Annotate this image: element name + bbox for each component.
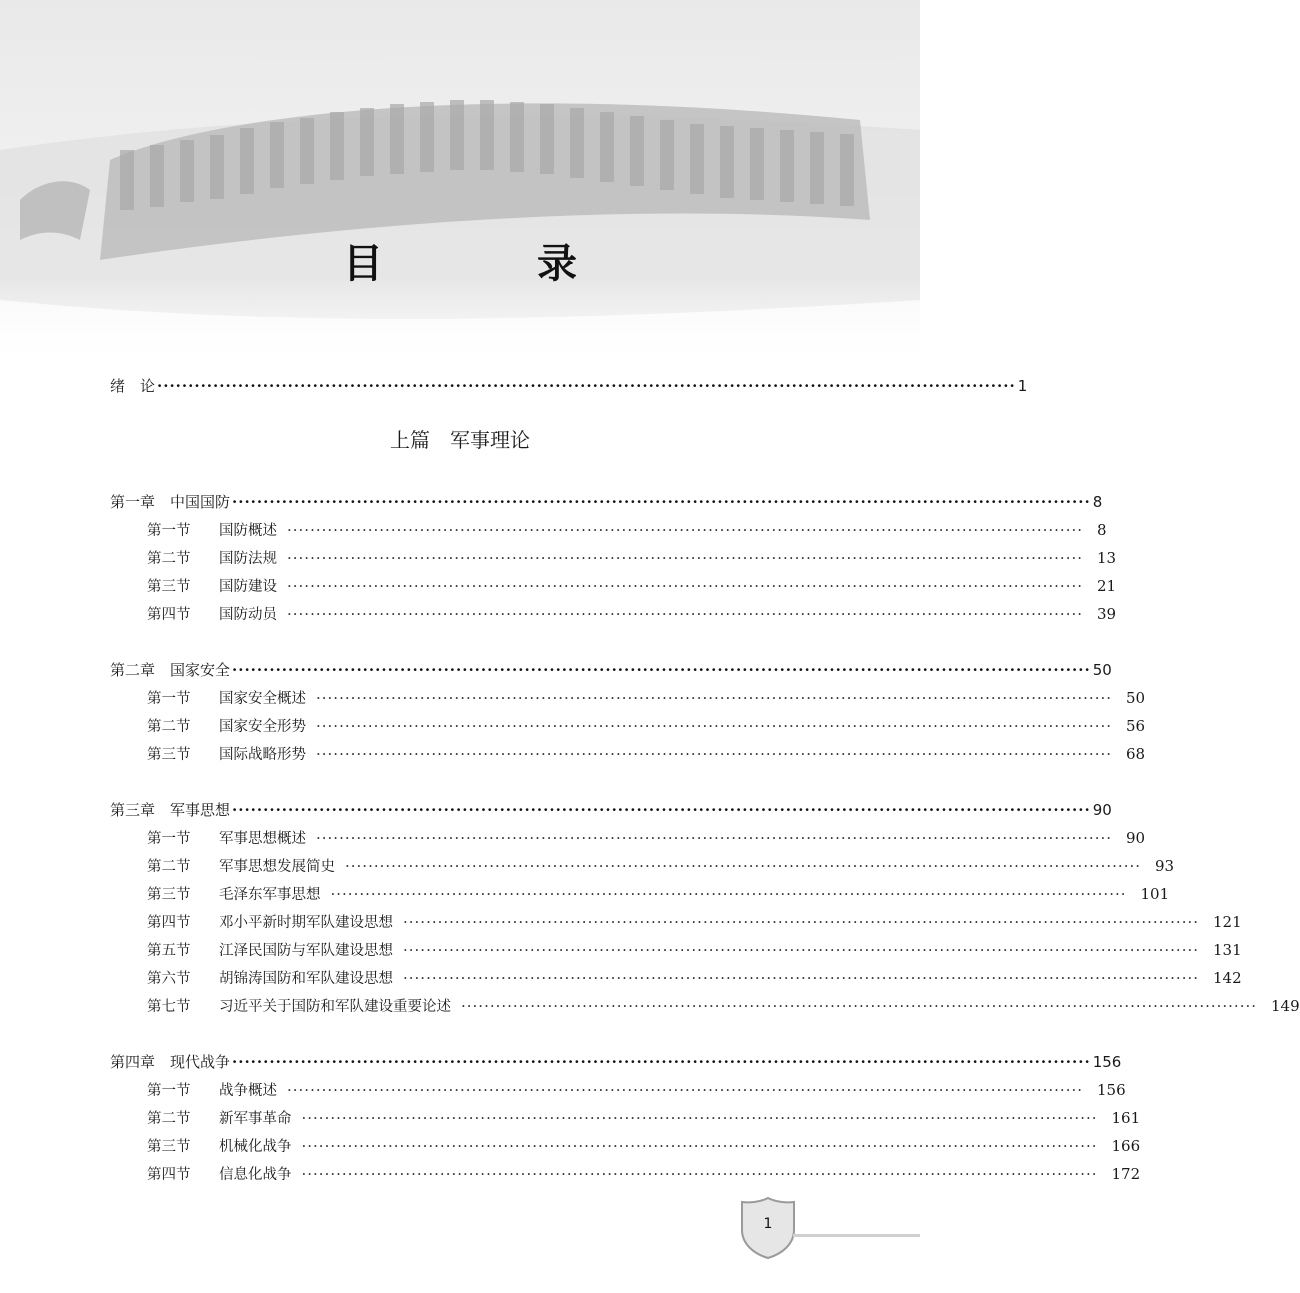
toc-page-number: 101 — [1140, 885, 1170, 903]
toc-section-title: 军事思想概述 — [219, 831, 306, 847]
toc-section-entry[interactable] — [110, 992, 1300, 1020]
dot-leader: ·········································································································································· — [316, 689, 1112, 707]
toc-page-number: 172 — [1111, 1165, 1141, 1183]
toc-page-number: 131 — [1213, 941, 1242, 959]
dot-leader: ·········································································································································· — [316, 745, 1112, 763]
toc-section-title: 军事思想发展简史 — [219, 859, 335, 875]
toc-chapter-label: 第四章 现代战争 — [110, 1053, 231, 1071]
toc-page-number: 13 — [1097, 549, 1117, 567]
toc-section-label — [147, 1161, 292, 1189]
toc-chapter-entry[interactable] — [110, 488, 1103, 516]
toc-section-label — [147, 1105, 292, 1133]
toc-section-title: 信息化战争 — [219, 1167, 292, 1183]
table-of-contents — [110, 372, 1300, 1188]
dot-leader: ·········································································································································· — [403, 913, 1199, 931]
toc-section-label — [147, 853, 335, 881]
dot-leader: ·········································································································································· — [287, 605, 1083, 623]
toc-section-title: 国防概述 — [219, 523, 277, 539]
toc-page-number: 1 — [1017, 377, 1028, 395]
toc-section-label — [147, 545, 277, 573]
toc-section-number: 第二节 — [147, 719, 191, 735]
parade-soldiers-illustration — [0, 0, 920, 370]
toc-section-title: 国家安全形势 — [219, 719, 306, 735]
dot-leader: ·········································································································································· — [403, 941, 1199, 959]
toc-chapter-entry[interactable] — [110, 796, 1112, 824]
toc-page-number: 50 — [1126, 689, 1146, 707]
toc-page-number: 8 — [1092, 493, 1103, 511]
toc-page-number: 39 — [1097, 605, 1117, 623]
toc-section-title: 国防建设 — [219, 579, 277, 595]
toc-section-label — [147, 825, 306, 853]
toc-page-number: 90 — [1126, 829, 1146, 847]
chapter-spacer — [110, 628, 810, 656]
toc-section-entry[interactable] — [110, 964, 1242, 992]
toc-section-number: 第二节 — [147, 1111, 191, 1127]
toc-page-number: 161 — [1111, 1109, 1141, 1127]
toc-section-entry[interactable] — [110, 572, 1117, 600]
toc-page-number: 68 — [1126, 745, 1146, 763]
toc-section-entry[interactable] — [110, 684, 1146, 712]
dot-leader: ·········································································································································· — [316, 717, 1112, 735]
dot-leader: ·········································································································································· — [461, 997, 1257, 1015]
toc-section-title: 江泽民国防与军队建设思想 — [219, 943, 393, 959]
toc-section-number: 第四节 — [147, 607, 191, 623]
chapter-list — [110, 488, 1300, 1188]
toc-page-number: 156 — [1097, 1081, 1126, 1099]
dot-leader: ·········································································································································· — [345, 857, 1141, 875]
toc-section-title: 国防法规 — [219, 551, 277, 567]
toc-page-number: 50 — [1092, 661, 1112, 679]
dot-leader: ·········································································································································· — [316, 829, 1112, 847]
toc-section-entry[interactable] — [110, 1132, 1141, 1160]
toc-page-number: 8 — [1097, 521, 1107, 539]
toc-chapter-entry[interactable] — [110, 1048, 1122, 1076]
dot-leader: ·········································································································································· — [287, 1081, 1083, 1099]
toc-page-number: 121 — [1213, 913, 1242, 931]
dot-leader: ·········································································································································· — [301, 1109, 1098, 1127]
toc-section-number: 第六节 — [147, 971, 191, 987]
toc-chapter-label: 第一章 中国国防 — [110, 493, 231, 511]
toc-page-number: 142 — [1213, 969, 1242, 987]
toc-chapter-label: 第二章 国家安全 — [110, 661, 231, 679]
toc-section-title: 邓小平新时期军队建设思想 — [219, 915, 393, 931]
toc-section-label — [147, 1077, 277, 1105]
footer-rule — [793, 1234, 920, 1237]
toc-chapter-label: 第三章 军事思想 — [110, 801, 231, 819]
toc-section-number: 第一节 — [147, 831, 191, 847]
dot-leader: ·········································································································································· — [287, 521, 1083, 539]
toc-section-title: 国际战略形势 — [219, 747, 306, 763]
toc-section-title: 新军事革命 — [219, 1111, 292, 1127]
toc-section-entry[interactable] — [110, 852, 1175, 880]
toc-section-label — [147, 713, 306, 741]
toc-section-entry[interactable] — [110, 936, 1242, 964]
toc-section-number: 第一节 — [147, 1083, 191, 1099]
toc-page-number: 21 — [1097, 577, 1117, 595]
toc-section-number: 第一节 — [147, 691, 191, 707]
toc-section-number: 第四节 — [147, 1167, 191, 1183]
toc-section-entry[interactable] — [110, 1076, 1126, 1104]
toc-section-label — [147, 517, 277, 545]
toc-section-label — [147, 937, 393, 965]
toc-section-entry[interactable] — [110, 516, 1107, 544]
toc-section-number: 第二节 — [147, 859, 191, 875]
toc-section-entry[interactable] — [110, 908, 1242, 936]
toc-section-label — [147, 601, 277, 629]
toc-section-entry[interactable] — [110, 544, 1117, 572]
toc-section-label — [147, 741, 306, 769]
toc-section-entry[interactable] — [110, 1104, 1141, 1132]
toc-section-title: 毛泽东军事思想 — [219, 887, 321, 903]
toc-section-title: 战争概述 — [219, 1083, 277, 1099]
toc-intro-entry[interactable] — [110, 372, 1028, 400]
dot-leader: ·········································································································································· — [403, 969, 1199, 987]
toc-page-number: 156 — [1092, 1053, 1122, 1071]
toc-section-label — [147, 685, 306, 713]
toc-page-number: 149 — [1271, 997, 1300, 1015]
toc-section-label — [147, 965, 393, 993]
dot-leader: ·········································································································································· — [232, 801, 1091, 819]
toc-section-title: 国防动员 — [219, 607, 277, 623]
dot-leader: ·········································································································································· — [287, 577, 1083, 595]
toc-section-entry[interactable] — [110, 824, 1146, 852]
toc-section-number: 第二节 — [147, 551, 191, 567]
toc-section-label — [147, 881, 321, 909]
dot-leader: ·········································································································································· — [301, 1137, 1098, 1155]
toc-entry-label: 绪 论 — [110, 377, 156, 395]
dot-leader: ·········································································································································· — [157, 377, 1016, 395]
header-banner-image — [0, 0, 920, 370]
dot-leader: ·········································································································································· — [232, 1053, 1091, 1071]
toc-section-title: 习近平关于国防和军队建设重要论述 — [219, 999, 451, 1015]
toc-page-number: 56 — [1126, 717, 1146, 735]
toc-section-entry[interactable] — [110, 740, 1146, 768]
page-number: 1 — [763, 1216, 773, 1232]
toc-section-number: 第三节 — [147, 747, 191, 763]
dot-leader: ·········································································································································· — [232, 661, 1091, 679]
part-heading: 上篇 军事理论 — [390, 428, 530, 452]
toc-page-number: 166 — [1111, 1137, 1141, 1155]
chapter-spacer — [110, 768, 810, 796]
toc-section-label — [147, 909, 393, 937]
dot-leader: ·········································································································································· — [301, 1165, 1098, 1183]
toc-section-label — [147, 1133, 292, 1161]
toc-section-entry[interactable] — [110, 712, 1146, 740]
toc-section-title: 胡锦涛国防和军队建设思想 — [219, 971, 393, 987]
toc-page-number: 93 — [1155, 857, 1175, 875]
dot-leader: ·········································································································································· — [232, 493, 1091, 511]
dot-leader: ·········································································································································· — [330, 885, 1127, 903]
toc-section-number: 第五节 — [147, 943, 191, 959]
toc-section-entry[interactable] — [110, 880, 1170, 908]
toc-section-label — [147, 573, 277, 601]
toc-chapter-entry[interactable] — [110, 656, 1112, 684]
toc-section-title: 国家安全概述 — [219, 691, 306, 707]
toc-page-number: 90 — [1092, 801, 1112, 819]
toc-section-number: 第一节 — [147, 523, 191, 539]
toc-section-number: 第四节 — [147, 915, 191, 931]
page-title: 目 录 — [343, 241, 647, 287]
dot-leader: ·········································································································································· — [287, 549, 1083, 567]
toc-section-entry[interactable] — [110, 1160, 1141, 1188]
chapter-spacer — [110, 1020, 810, 1048]
toc-section-label — [147, 993, 451, 1021]
toc-section-number: 第三节 — [147, 1139, 191, 1155]
toc-section-entry[interactable] — [110, 600, 1117, 628]
toc-section-number: 第三节 — [147, 579, 191, 595]
toc-section-number: 第七节 — [147, 999, 191, 1015]
toc-section-number: 第三节 — [147, 887, 191, 903]
toc-section-title: 机械化战争 — [219, 1139, 292, 1155]
